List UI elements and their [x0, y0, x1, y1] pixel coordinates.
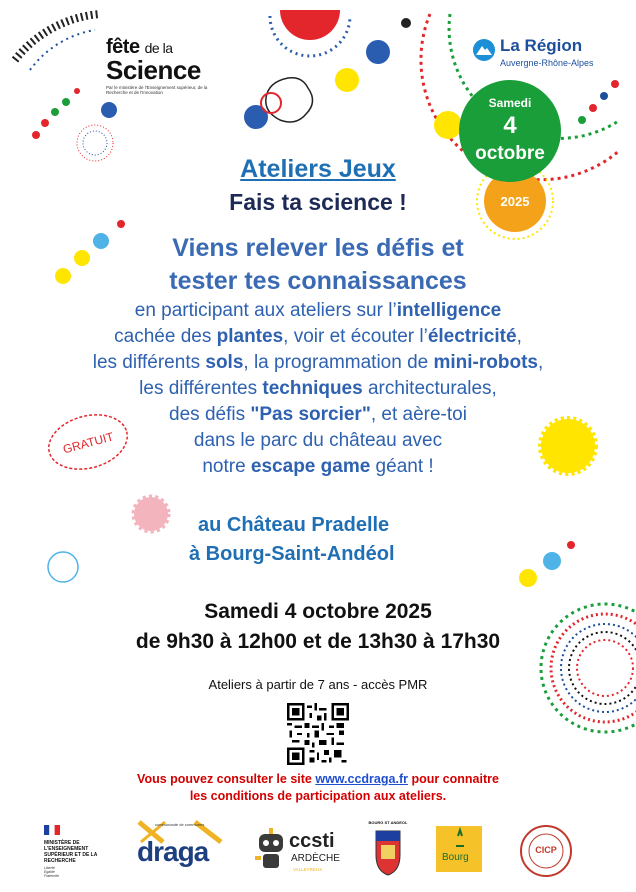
desc-keyword-mini-robots: mini-robots: [433, 352, 538, 373]
date-badge-month: octobre: [475, 143, 545, 164]
region-mountain-icon: [472, 38, 496, 62]
description-line-2: [0, 324, 636, 350]
fete-logo-line1: fête: [106, 36, 140, 58]
event-date-time: [0, 597, 636, 657]
cicp-logo: [519, 824, 573, 878]
desc-text: notre: [202, 456, 251, 477]
poster-subtitle: Fais ta science !: [229, 189, 407, 215]
ccsti-logo: [253, 826, 345, 882]
date-badge-day: Samedi: [488, 96, 532, 110]
date-badge-number: 4: [503, 112, 517, 139]
desc-text: , la programmation de: [243, 352, 434, 373]
ccsti-sub: VALLEYREUX: [293, 867, 323, 872]
desc-keyword-techniques: techniques: [262, 378, 363, 399]
place-line-2: à Bourg-Saint-Andéol: [189, 543, 395, 565]
desc-text: ,: [516, 326, 522, 347]
french-flag-icon: [44, 825, 60, 835]
bourg-title: BOURG ST ANDEOL: [368, 820, 408, 825]
fete-logo-line2: Science: [106, 55, 201, 85]
free-stamp-label: GRATUIT: [61, 429, 116, 457]
bourg-coat-of-arms-logo: [368, 820, 408, 882]
qr-code[interactable]: [287, 703, 349, 765]
cicp-name: CICP: [535, 845, 557, 855]
desc-text: ,: [538, 352, 544, 373]
desc-text: cachée des: [114, 326, 217, 347]
region-subtitle: Auvergne-Rhône-Alpes: [500, 58, 594, 68]
description-line-3: [0, 350, 636, 376]
desc-keyword-escape-game: escape game: [250, 456, 371, 477]
desc-keyword-pas-sorcier: "Pas sorcier": [250, 404, 371, 425]
desc-text: architecturales,: [362, 378, 497, 399]
coat-of-arms-icon: [368, 825, 408, 879]
bourg-name: Bourg: [442, 852, 469, 863]
bourg-logo-background: [436, 826, 482, 872]
robot-icon: [253, 828, 289, 872]
info-line-1: [0, 771, 636, 788]
desc-text: , et aère-toi: [370, 404, 467, 425]
when-line-1: Samedi 4 octobre 2025: [204, 600, 432, 623]
fete-logo-sub: Par le ministère de l'Enseignement supérieur, de la Recherche et de l'Innovation: [106, 85, 208, 95]
draga-logo: [135, 820, 225, 870]
desc-keyword-intelligence: intelligence: [396, 300, 502, 321]
challenge-line-2: tester tes connaissances: [169, 267, 467, 295]
description-line-6: dans le parc du château avec: [193, 430, 443, 451]
desc-keyword-electricite: électricité: [427, 326, 517, 347]
ministry-motto: Liberté Égalité Fraternité: [44, 866, 59, 878]
age-info: Ateliers à partir de 7 ans - accès PMR: [208, 677, 428, 692]
date-badge-year: 2025: [500, 194, 530, 209]
website-link[interactable]: www.ccdraga.fr: [315, 772, 408, 786]
poster-title: Ateliers Jeux: [240, 155, 396, 183]
desc-text: géant !: [370, 456, 434, 477]
info-text-part: pour connaitre: [407, 772, 499, 786]
description-line-4: [0, 376, 636, 402]
fete-logo-line1-small: de la: [144, 40, 173, 56]
desc-keyword-plantes: plantes: [216, 326, 284, 347]
region-logo: [472, 36, 602, 76]
description-line-1: [0, 298, 636, 324]
place-line-1: au Château Pradelle: [198, 514, 390, 536]
desc-keyword-sols: sols: [205, 352, 244, 373]
desc-text: des défis: [169, 404, 251, 425]
ministry-logo: [44, 822, 122, 882]
info-text-part: Vous pouvez consulter le site: [137, 772, 316, 786]
challenge-text: [0, 232, 636, 298]
desc-text: en participant aux ateliers sur l’: [134, 300, 397, 321]
ccsti-region: ARDÈCHE: [291, 853, 340, 864]
desc-text: les différents: [92, 352, 206, 373]
challenge-line-1: Viens relever les défis et: [172, 234, 464, 262]
when-line-2: de 9h30 à 12h00 et de 13h30 à 17h30: [135, 630, 501, 653]
draga-name: draga: [137, 836, 209, 867]
info-text: [0, 771, 636, 805]
event-place: [120, 511, 636, 569]
free-stamp: [44, 412, 132, 472]
desc-text: , voir et écouter l’: [283, 326, 428, 347]
desc-text: les différentes: [139, 378, 263, 399]
draga-top-text: communauté de communes: [155, 822, 205, 827]
bourg-logo: [436, 826, 482, 872]
fete-de-la-science-logo: [106, 36, 226, 126]
ccsti-name: ccsti: [289, 830, 335, 852]
info-line-2: les conditions de participation aux ateliers.: [189, 789, 447, 803]
ministry-name: MINISTÈRE DE L'ENSEIGNEMENT SUPÉRIEUR ET DE LA RECHERCHE: [44, 840, 98, 864]
region-title: La Région: [500, 36, 583, 55]
